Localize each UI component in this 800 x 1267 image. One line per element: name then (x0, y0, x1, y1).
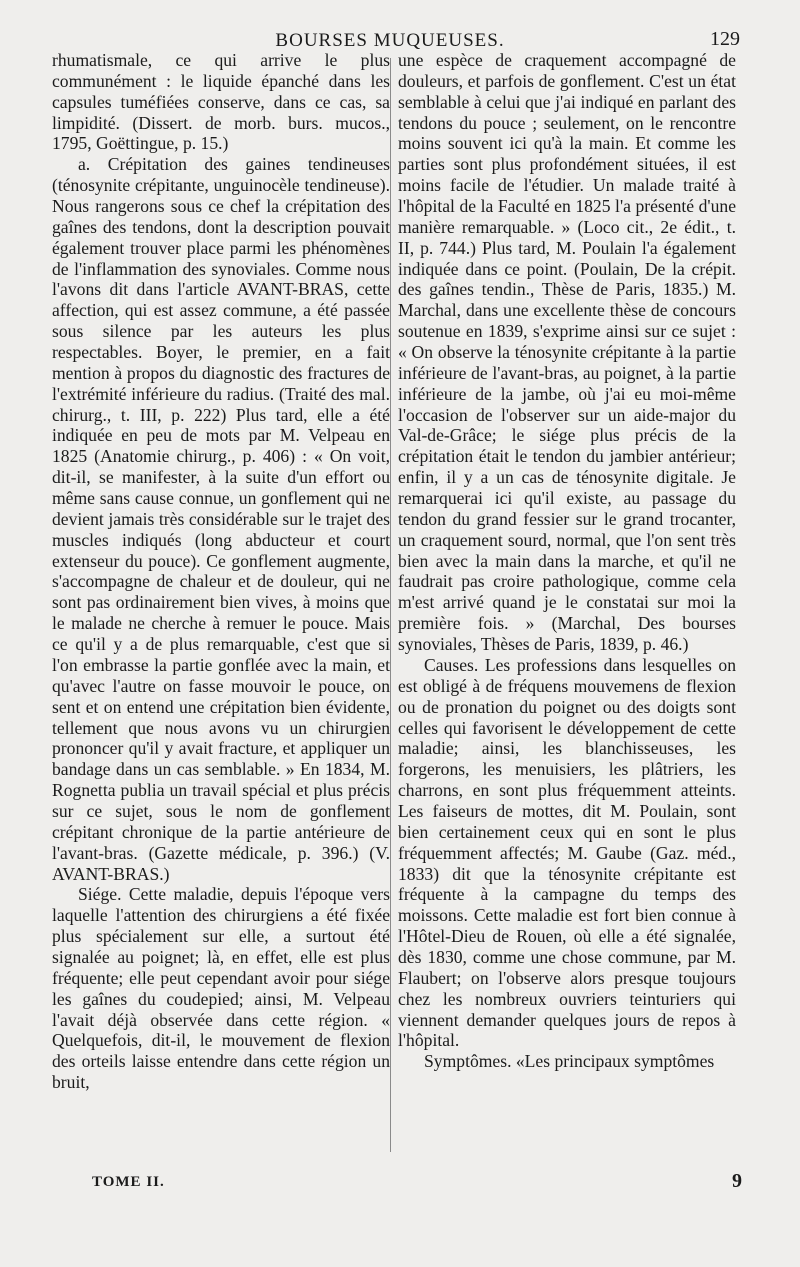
paragraph: rhumatismale, ce qui arrive le plus communément : le liquide épanché dans les capsules tuméfiées conserve, dans ce cas, sa limpidité. (Dissert. de morb. burs. mucos., 1795, Goëttingue, p. 15.) (52, 50, 390, 154)
left-column (52, 50, 390, 1155)
page-header (40, 22, 740, 52)
paragraph: Symptômes. «Les principaux symptômes (424, 1051, 715, 1072)
paragraph: a. Crépitation des gaines tendineuses (ténosynite crépitante, unguinocèle tendineuse). Nous rangerons sous ce chef la crépitation des gaînes des tendons, dont la description pouvait également trouver place parmi les phénomènes de l'inflammation des synoviales. Comme nous l'avons dit dans l'article AVANT-BRAS, cette affection, qui est assez commune, a été passée sous silence par les auteurs les plus respectables. Boyer, le premier, en a fait mention à propos du diagnostic des fractures de l'extrémité inférieure du radius. (Traité des mal. chirurg., t. III, p. 222) Plus tard, elle a été indiquée en peu de mots par M. Velpeau en 1825 (Anatomie chirurg., p. 406) : « On voit, dit-il, se manifester, à la suite d'un effort ou même sans cause connue, un gonflement qui ne devient jamais très considérable sur le trajet des muscles indiqués (long abducteur et court extenseur du pouce). Ce gonflement augmente, s'accompagne de chaleur et de douleur, qui ne sont pas ordinairement bien vives, à moins que le malade ne cherche à remuer le pouce. Mais ce qu'il y a de plus remarquable, c'est que si l'on embrasse la partie gonflée avec la main, et qu'avec l'autre on fasse mouvoir le pouce, on sent et on entend une crépitation bien évidente, tellement que nous avons vu un chirurgien prononcer qu'il y avait fracture, et appliquer un bandage dans un cas semblable. » En 1834, M. Rognetta publia un travail spécial et plus précis sur ce sujet, sous le nom de gonflement crépitant chronique de la partie antérieure de l'avant-bras. (Gazette médicale, p. 396.) (V. AVANT-BRAS.) (52, 154, 390, 884)
signature-mark: 9 (732, 1170, 742, 1192)
running-head: BOURSES MUQUEUSES. (275, 30, 505, 51)
right-column (398, 50, 736, 1155)
column-divider (390, 58, 391, 1152)
paragraph: Siége. Cette maladie, depuis l'époque vers laquelle l'attention des chirurgiens a été fixée plus spécialement sur elle, a surtout été signalée au poignet; là, en effet, elle est plus fréquente; elle peut cependant avoir pour siége les gaînes du coudepied; ainsi, M. Velpeau l'avait déjà observée dans cette région. « Quelquefois, dit-il, le mouvement de flexion des orteils laisse entendre dans cette région un bruit, (52, 884, 390, 1093)
volume-label: TOME II. (92, 1174, 165, 1190)
page-footer (52, 1166, 742, 1194)
paragraph: Causes. Les professions dans lesquelles on est obligé à de fréquens mouvemens de flexion ou de pronation du poignet ou des doigts sont celles qui favorisent le développement de cette maladie; ainsi, les blanchisseuses, les forgerons, les menuisiers, les plâtriers, les charrons, en sont plus fréquemment atteints. Les faiseurs de mottes, dit M. Poulain, sont bien certainement ceux qui en sont le plus fréquemment affectés; M. Gaube (Gaz. méd., 1833) dit que la ténosynite crépitante est fréquente à la campagne du temps des moissons. Cette maladie est fort bien connue à l'Hôtel-Dieu de Rouen, où elle a été signalée, dès 1830, comme une chose commune, par M. Flaubert; on l'observe alors presque toujours chez les nombreux ouvriers teinturiers qui viennent demander quelques jours de repos à l'hôpital. (398, 654, 736, 1051)
paragraph: une espèce de craquement accompagné de douleurs, et parfois de gonflement. C'est un état semblable à celui que j'ai indiqué en parlant des tendons du pouce ; seulement, on le rencontre moins souvent ici qu'à la main. Et comme les parties sont plus profondément situées, il est moins facile de l'étudier. Un malade traité à l'hôpital de la Faculté en 1825 l'a présenté d'une manière remarquable. » (Loco cit., 2e édit., t. II, p. 744.) Plus tard, M. Poulain l'a également indiquée dans ce point. (Poulain, De la crépit. des gaînes tendin., Thèse de Paris, 1835.) M. Marchal, dans une excellente thèse de concours soutenue en 1839, s'exprime ainsi sur ce sujet : « On observe la ténosynite crépitante à la partie inférieure de l'avant-bras, au poignet, à la partie inférieure de la jambe, où j'ai eu moi-même l'occasion de l'observer sur un aide-major du Val-de-Grâce; le siége plus précis de la crépitation était le tendon du jambier antérieur; enfin, il y a un cas de ténosynite digitale. Je remarquerai ici qu'il existe, au passage du tendon du grand fessier sur le grand trocanter, un craquement sourd, normal, que l'on sent très bien avec la main dans la marche, et qu'il ne faudrait pas croire pathologique, comme cela m'est arrivé quand je le constatai sur moi la première fois. » (Marchal, Des bourses synoviales, Thèses de Paris, 1839, p. 46.) (398, 50, 736, 655)
page-number: 129 (710, 28, 740, 50)
